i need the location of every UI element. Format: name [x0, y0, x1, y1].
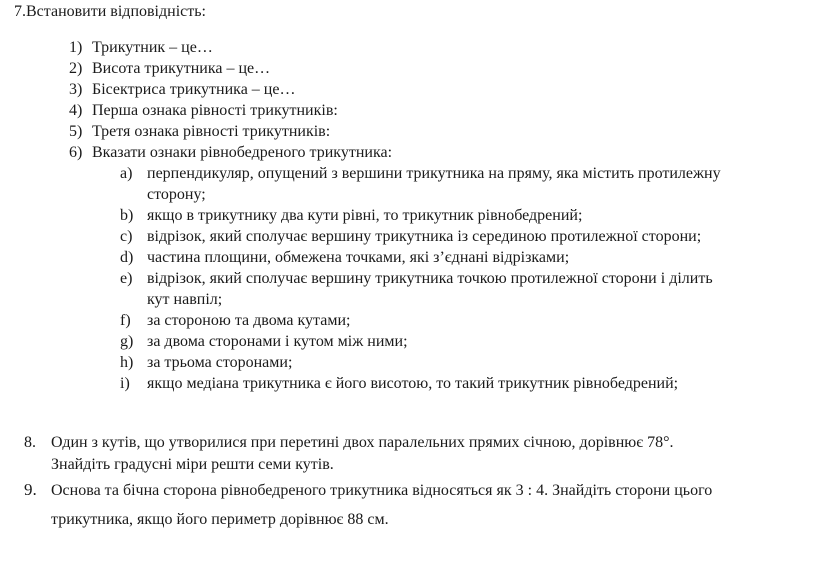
option-f-line-1: за стороною та двома кутами;: [147, 312, 351, 329]
task-8-line-1: Один з кутів, що утворилися при перетині двох паралельних прямих січною, дорівнює 78°.: [51, 434, 674, 451]
option-a-line-1: перпендикуляр, опущений з вершини трикутника на пряму, яка містить протилежну: [147, 165, 721, 182]
task-7-title: 7.Встановити відповідність:: [14, 3, 206, 20]
item-3-text: Бісектриса трикутника – це…: [92, 81, 296, 98]
item-4-number: 4): [69, 102, 83, 119]
item-1-number: 1): [69, 39, 83, 56]
option-e-letter: e): [120, 270, 133, 287]
option-a-letter: a): [120, 165, 133, 182]
task-9-number: 9.: [24, 480, 37, 499]
item-5-number: 5): [69, 123, 83, 140]
option-g-line-1: за двома сторонами і кутом між ними;: [147, 333, 408, 350]
option-a-line-2: сторону;: [147, 186, 206, 203]
task-9-line-2: трикутника, якщо його периметр дорівнює 88 см.: [51, 511, 389, 528]
item-2-text: Висота трикутника – це…: [92, 60, 271, 77]
option-d-letter: d): [120, 249, 134, 266]
task-9-line-1: Основа та бічна сторона рівнобедреного трикутника відносяться як 3 : 4. Знайдіть сторони цього: [51, 482, 713, 499]
option-h-letter: h): [120, 354, 134, 371]
task-8-line-2: Знайдіть градусні міри решти семи кутів.: [51, 456, 334, 473]
option-f-letter: f): [120, 312, 131, 329]
option-h-line-1: за трьома сторонами;: [147, 354, 293, 371]
item-6-text: Вказати ознаки рівнобедреного трикутника:: [92, 144, 393, 161]
option-c-line-1: відрізок, який сполучає вершину трикутника із серединою протилежної сторони;: [147, 228, 702, 245]
option-i-letter: i): [120, 375, 130, 392]
item-2-number: 2): [69, 60, 83, 77]
option-i-line-1: якщо медіана трикутника є його висотою, то такий трикутник рівнобедрений;: [147, 375, 679, 392]
item-1-text: Трикутник – це…: [92, 39, 213, 56]
option-g-letter: g): [120, 333, 134, 350]
item-4-text: Перша ознака рівності трикутників:: [92, 102, 338, 119]
task-8-number: 8.: [24, 434, 36, 451]
option-c-letter: c): [120, 228, 133, 245]
option-b-line-1: якщо в трикутнику два кути рівні, то трикутник рівнобедрений;: [147, 207, 583, 224]
option-d-line-1: частина площини, обмежена точками, які з’єднані відрізками;: [147, 249, 570, 266]
option-b-letter: b): [120, 207, 134, 224]
item-3-number: 3): [69, 81, 83, 98]
option-e-line-1: відрізок, який сполучає вершину трикутника точкою протилежної сторони і ділить: [147, 270, 713, 287]
item-5-text: Третя ознака рівності трикутників:: [92, 123, 331, 140]
item-6-number: 6): [69, 144, 83, 161]
option-e-line-2: кут навпіл;: [147, 291, 223, 308]
